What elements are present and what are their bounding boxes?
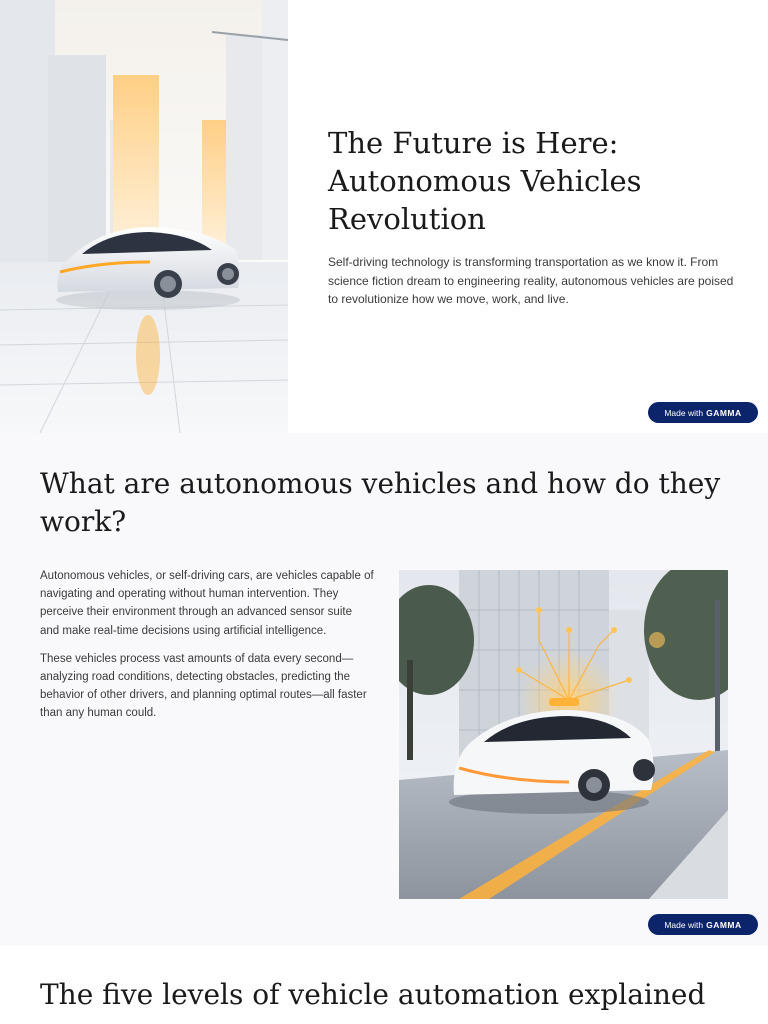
slide-2-body: [40, 567, 374, 723]
gamma-logo: GAMMA: [706, 919, 742, 930]
slide-1-title: The Future is Here: Autonomous Vehicles Revolution: [328, 126, 642, 236]
slide-2-paragraph: Autonomous vehicles, or self-driving cars, are vehicles capable of navigating and operating without human intervention. They perceive their environment through an advanced sensor suite and make real-time decisions using artificial intelligence.: [40, 570, 374, 637]
slide-2-title: What are autonomous vehicles and how do they work?: [40, 467, 721, 538]
slide-3-title: The five levels of vehicle automation explained: [40, 978, 706, 1011]
slide-2-paragraph: These vehicles process vast amounts of data every second—analyzing road conditions, detecting obstacles, predicting the behavior of other drivers, and planning optimal routes—all faster than any human could.: [40, 652, 367, 720]
made-with-gamma-badge[interactable]: [648, 402, 758, 423]
slide-automation-levels: [0, 945, 768, 1024]
gamma-logo: GAMMA: [706, 407, 742, 418]
badge-prefix: Made with: [664, 919, 704, 930]
slide-intro: [0, 0, 768, 433]
slide-1-intro: Self-driving technology is transforming transportation as we know it. From science fiction dream to engineering reality, autonomous vehicles are poised to revolutionize how we move, work, and live.: [328, 255, 734, 307]
made-with-gamma-badge[interactable]: [648, 914, 758, 935]
slide-how-it-works: [0, 433, 768, 945]
sensor-car-street-image: [399, 570, 728, 899]
hero-autonomous-car-image: [0, 0, 288, 433]
badge-prefix: Made with: [664, 407, 704, 418]
